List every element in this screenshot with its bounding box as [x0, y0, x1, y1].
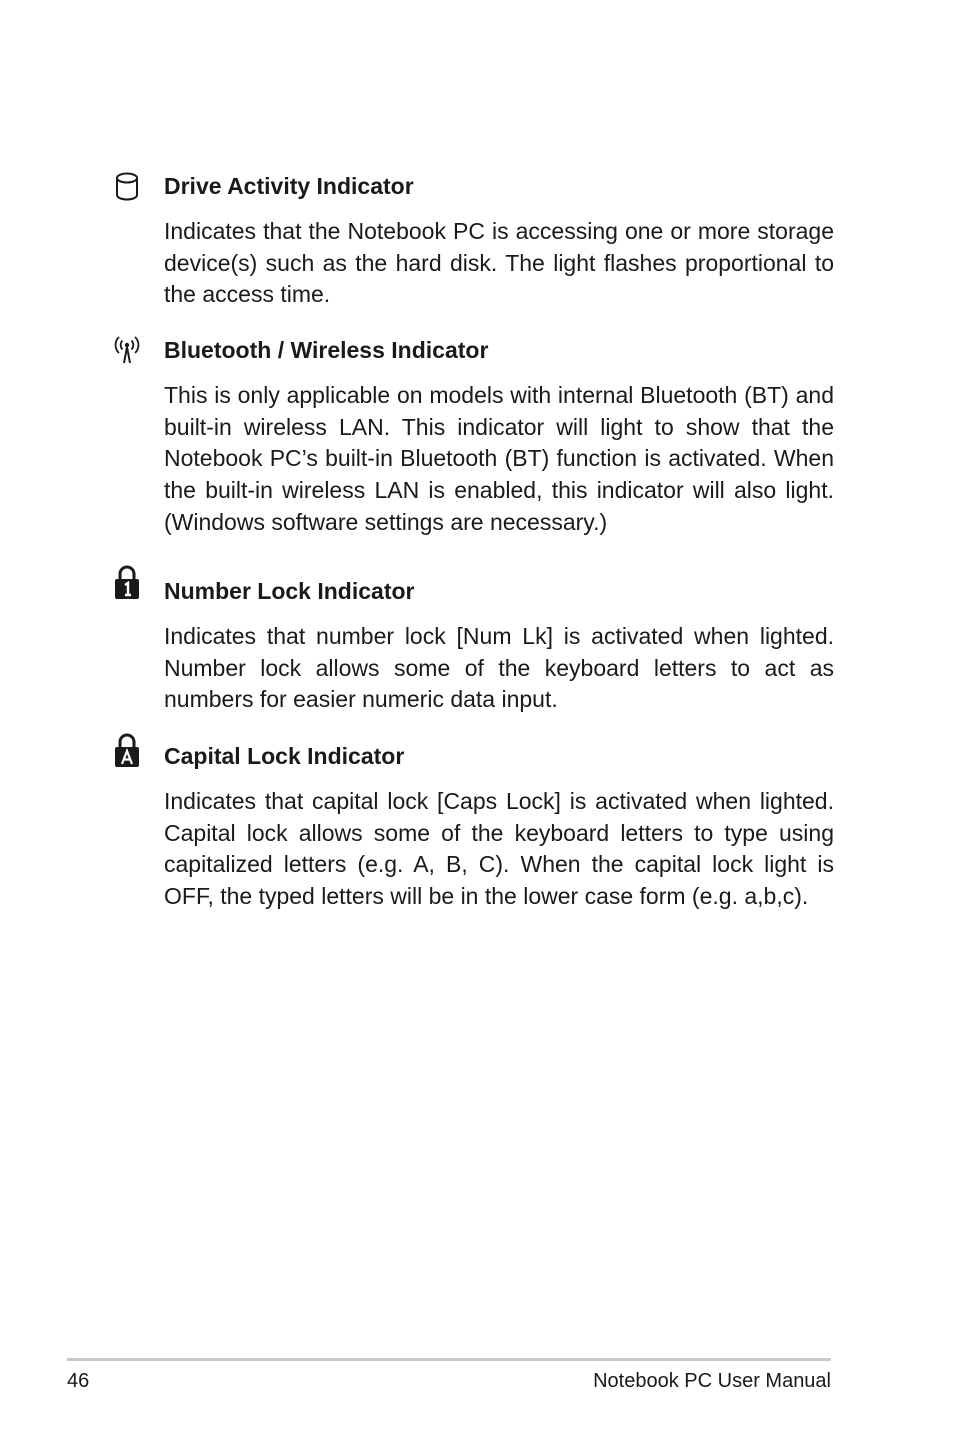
footer-divider	[67, 1358, 831, 1361]
section-body: This is only applicable on models with internal Bluetooth (BT) and built-in wireless LAN. This indicator will light to show that the Notebook PC’s built-in Bluetooth (BT) function is activated. When the built-in wireless LAN is enabled, this indicator will also light. (Windows software settings are necessary.)	[164, 382, 834, 535]
manual-title: Notebook PC User Manual	[593, 1370, 831, 1392]
section-heading: Number Lock Indicator	[164, 578, 415, 604]
page-number: 46	[67, 1370, 90, 1392]
section-heading: Capital Lock Indicator	[164, 743, 405, 769]
section-heading: Bluetooth / Wireless Indicator	[164, 337, 489, 363]
section-heading: Drive Activity Indicator	[164, 173, 414, 199]
section-body: Indicates that capital lock [Caps Lock] is activated when lighted. Capital lock allows some of the keyboard letters to type using capitalized letters (e.g. A, B, C). When the capital lock light is OFF, the typed letters will be in the lower case form (e.g. a,b,c).	[164, 788, 834, 910]
capital-lock-icon	[113, 733, 141, 765]
drive-activity-icon	[113, 171, 141, 203]
section-body: Indicates that number lock [Num Lk] is activated when lighted. Number lock allows some of the keyboard letters to act as numbers for easier numeric data input.	[164, 623, 834, 713]
number-lock-icon	[113, 565, 141, 597]
section-body: Indicates that the Notebook PC is accessing one or more storage device(s) such as the hard disk. The light flashes proportional to the access time.	[164, 218, 834, 308]
wireless-antenna-icon	[113, 335, 141, 367]
